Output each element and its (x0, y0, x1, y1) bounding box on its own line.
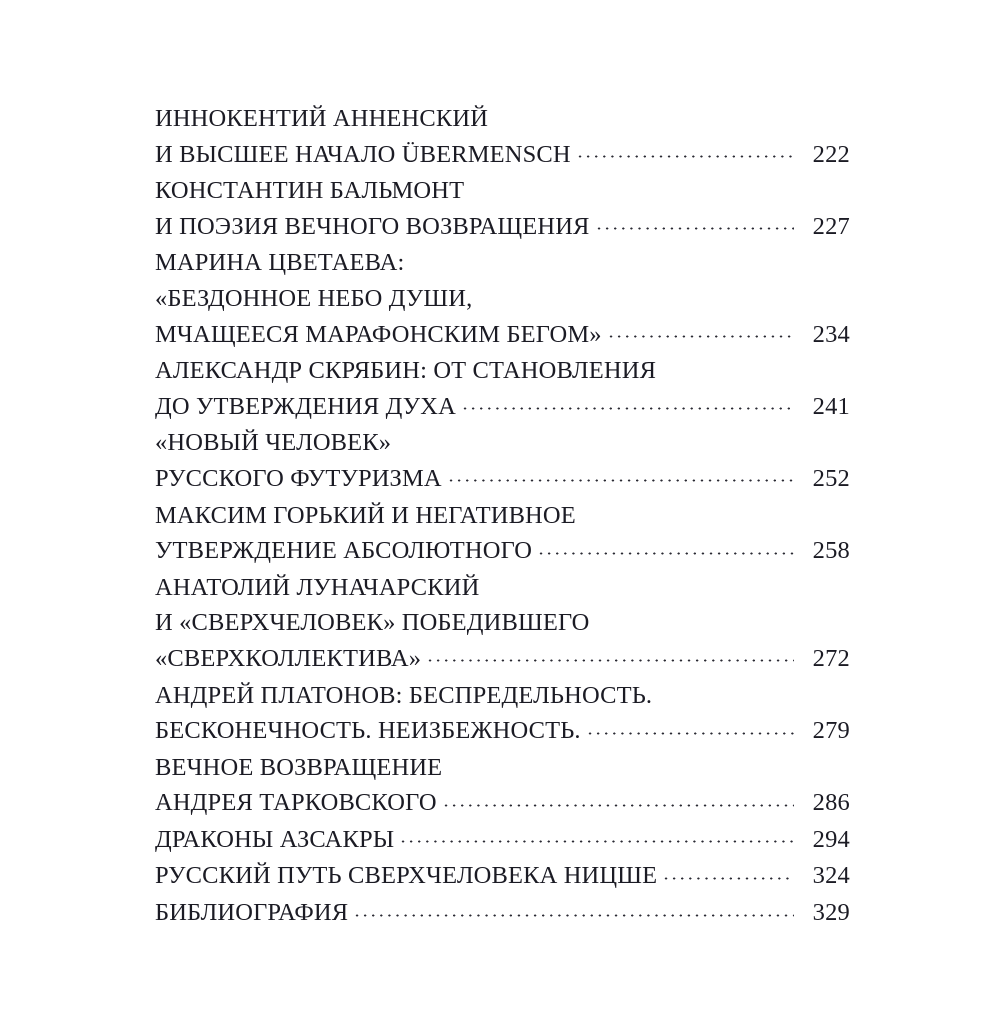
toc-page-number: 329 (812, 899, 850, 927)
toc-entry-title-line: «БЕЗДОННОЕ НЕБО ДУШИ, (155, 284, 473, 312)
dot-leader (607, 326, 794, 342)
dot-leader (576, 146, 794, 162)
toc-line[interactable] (155, 605, 850, 641)
table-of-contents-list (155, 101, 850, 932)
toc-page-number: 222 (812, 140, 850, 168)
toc-page-number: 234 (812, 320, 850, 348)
toc-entry-title-line: ДО УТВЕРЖДЕНИЯ ДУХА (155, 392, 456, 420)
toc-line[interactable] (155, 281, 850, 317)
toc-line[interactable] (155, 425, 850, 461)
toc-entry-title-line: РУССКОГО ФУТУРИЗМА (155, 464, 442, 492)
toc-line-with-page[interactable] (155, 389, 850, 425)
toc-line-with-page[interactable] (155, 713, 850, 749)
toc-entry-title-line: «СВЕРХКОЛЛЕКТИВА» (155, 644, 422, 672)
toc-entry-title-line: РУССКИЙ ПУТЬ СВЕРХЧЕЛОВЕКА НИЦШЕ (155, 862, 658, 890)
dot-leader (461, 398, 794, 414)
toc-entry-title-line: АЛЕКСАНДР СКРЯБИН: ОТ СТАНОВЛЕНИЯ (155, 357, 657, 385)
toc-entry-title-line: МАРИНА ЦВЕТАЕВА: (155, 249, 405, 277)
toc-line[interactable] (155, 750, 850, 786)
dot-leader (586, 722, 794, 738)
toc-entry-title-line: АНДРЕЙ ПЛАТОНОВ: БЕСПРЕДЕЛЬНОСТЬ. (155, 681, 653, 709)
toc-page-number: 324 (812, 862, 850, 890)
toc-entry[interactable] (155, 173, 850, 244)
toc-line-with-page[interactable] (155, 137, 850, 173)
toc-line[interactable] (155, 353, 850, 389)
toc-entry[interactable] (155, 895, 850, 931)
toc-entry-title-line: ВЕЧНОЕ ВОЗВРАЩЕНИЕ (155, 753, 443, 781)
toc-entry-title-line: БЕСКОНЕЧНОСТЬ. НЕИЗБЕЖНОСТЬ. (155, 717, 581, 745)
toc-entry[interactable] (155, 245, 850, 352)
toc-entry[interactable] (155, 498, 850, 569)
toc-entry-title-line: И «СВЕРХЧЕЛОВЕК» ПОБЕДИВШЕГО (155, 609, 590, 637)
toc-entry-title-line: И ПОЭЗИЯ ВЕЧНОГО ВОЗВРАЩЕНИЯ (155, 212, 590, 240)
toc-line[interactable] (155, 570, 850, 606)
toc-entry[interactable] (155, 678, 850, 749)
toc-entry-title-line: МАКСИМ ГОРЬКИЙ И НЕГАТИВНОЕ (155, 501, 576, 529)
toc-entry-title-line: КОНСТАНТИН БАЛЬМОНТ (155, 177, 465, 205)
dot-leader (353, 904, 794, 920)
toc-entry[interactable] (155, 425, 850, 496)
dot-leader (595, 218, 794, 234)
dot-leader (537, 542, 794, 558)
toc-entry-title-line: АНАТОЛИЙ ЛУНАЧАРСКИЙ (155, 573, 480, 601)
toc-line-with-page[interactable] (155, 641, 850, 677)
toc-line[interactable] (155, 173, 850, 209)
toc-entry[interactable] (155, 858, 850, 894)
toc-line[interactable] (155, 101, 850, 137)
dot-leader (662, 867, 794, 883)
toc-entry-title-line: И ВЫСШЕЕ НАЧАЛО ÜBERMENSCH (155, 140, 571, 168)
toc-line-with-page[interactable] (155, 895, 850, 931)
toc-entry-title-line: ДРАКОНЫ АЗСАКРЫ (155, 825, 395, 853)
dot-leader (426, 650, 794, 666)
toc-line-with-page[interactable] (155, 317, 850, 353)
toc-line-with-page[interactable] (155, 461, 850, 497)
toc-line-with-page[interactable] (155, 858, 850, 894)
toc-page-number: 252 (812, 464, 850, 492)
toc-line-with-page[interactable] (155, 533, 850, 569)
toc-page-number: 286 (812, 789, 850, 817)
toc-page-number: 272 (812, 644, 850, 672)
toc-entry-title-line: УТВЕРЖДЕНИЕ АБСОЛЮТНОГО (155, 537, 533, 565)
toc-entry[interactable] (155, 750, 850, 821)
toc-page-number: 241 (812, 392, 850, 420)
toc-entry[interactable] (155, 101, 850, 172)
toc-line[interactable] (155, 678, 850, 714)
toc-entry-title-line: АНДРЕЯ ТАРКОВСКОГО (155, 789, 437, 817)
dot-leader (399, 831, 794, 847)
toc-line[interactable] (155, 245, 850, 281)
toc-entry-title-line: ИННОКЕНТИЙ АННЕНСКИЙ (155, 105, 489, 132)
toc-entry-title-line: МЧАЩЕЕСЯ МАРАФОНСКИМ БЕГОМ» (155, 320, 602, 348)
toc-line-with-page[interactable] (155, 209, 850, 245)
toc-entry[interactable] (155, 353, 850, 424)
toc-line-with-page[interactable] (155, 822, 850, 858)
toc-page-number: 227 (812, 212, 850, 240)
toc-entry[interactable] (155, 570, 850, 677)
dot-leader (442, 794, 794, 810)
dot-leader (447, 470, 794, 486)
toc-entry[interactable] (155, 822, 850, 858)
toc-line-with-page[interactable] (155, 785, 850, 821)
toc-line[interactable] (155, 498, 850, 534)
toc-entry-title-line: «НОВЫЙ ЧЕЛОВЕК» (155, 429, 392, 457)
toc-page-number: 258 (812, 537, 850, 565)
toc-page-number: 294 (812, 825, 850, 853)
toc-entry-title-line: БИБЛИОГРАФИЯ (155, 899, 349, 927)
toc-page-number: 279 (812, 717, 850, 745)
